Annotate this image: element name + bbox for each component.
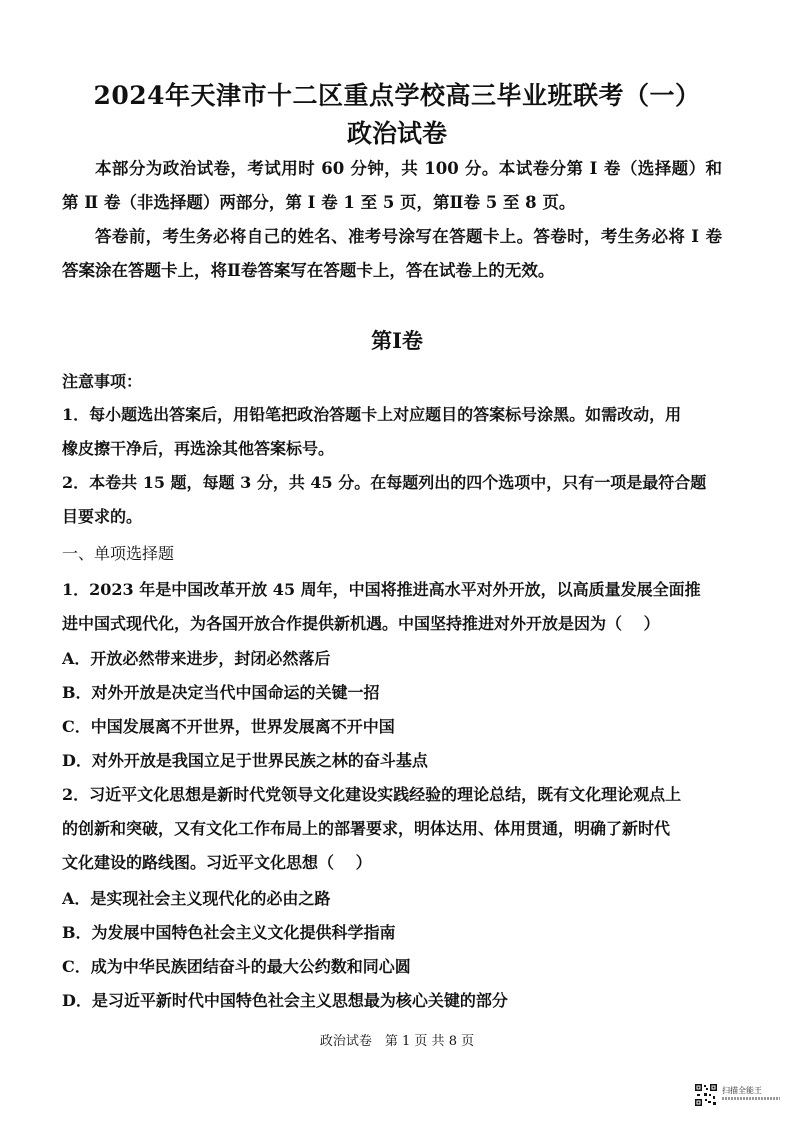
question-2-stem-line-3: 文化建设的路线图。习近平文化思想（ ） xyxy=(62,853,372,872)
exam-subtitle: 政治试卷 xyxy=(346,119,447,148)
notice-1-line-2: 橡皮擦干净后，再选涂其他答案标号。 xyxy=(62,439,335,458)
qr-code-icon xyxy=(694,1083,718,1107)
question-2-option-b: B．为发展中国特色社会主义文化提供科学指南 xyxy=(62,923,396,942)
question-1-stem-line-2: 进中国式现代化，为各国开放合作提供新机遇。中国坚持推进对外开放是因为（ ） xyxy=(62,614,660,633)
notice-2-line-1: 2．本卷共 15 题，每题 3 分，共 45 分。在每题列出的四个选项中，只有一项是最符合题 xyxy=(62,473,707,492)
intro-paragraph-1: 本部分为政治试卷，考试用时 60 分钟，共 100 分。本试卷分第 Ⅰ 卷（选择题）和第 Ⅱ 卷（非选择题）两部分，第 Ⅰ 卷 1 至 5 页，第Ⅱ卷 5 至 8 页。 xyxy=(62,159,722,212)
question-2-stem-line-2: 的创新和突破，又有文化工作布局上的部署要求，明体达用、体用贯通，明确了新时代 xyxy=(62,819,671,838)
question-1-stem-line-1: 1．2023 年是中国改革开放 45 周年，中国将推进高水平对外开放，以高质量发展全面推 xyxy=(62,580,701,599)
question-2-option-c: C．成为中华民族团结奋斗的最大公约数和同心圆 xyxy=(62,957,411,976)
question-1-option-c: C．中国发展离不开世界，世界发展离不开中国 xyxy=(62,717,395,736)
notice-2-line-2: 目要求的。 xyxy=(62,507,143,526)
scanner-watermark-subtext xyxy=(722,1097,780,1100)
exam-title: 2024年天津市十二区重点学校高三毕业班联考（一） xyxy=(93,81,701,110)
notice-heading: 注意事项： xyxy=(62,372,143,391)
question-2-option-d: D．是习近平新时代中国特色社会主义思想最为核心关键的部分 xyxy=(62,991,508,1010)
scanner-watermark-label: 扫描全能王 xyxy=(722,1086,762,1095)
question-2-option-a: A．是实现社会主义现代化的必由之路 xyxy=(62,889,331,908)
notice-1-line-1: 1．每小题选出答案后，用铅笔把政治答题卡上对应题目的答案标号涂黑。如需改动，用 xyxy=(62,405,682,424)
part-heading: 一、单项选择题 xyxy=(62,544,175,563)
scanner-watermark xyxy=(694,1083,782,1109)
question-1-option-a: A．开放必然带来进步，封闭必然落后 xyxy=(62,649,331,668)
page-footer: 政治试卷 第 1 页 共 8 页 xyxy=(319,1034,475,1049)
question-1-option-d: D．对外开放是我国立足于世界民族之林的奋斗基点 xyxy=(62,751,428,770)
question-1-option-b: B．对外开放是决定当代中国命运的关键一招 xyxy=(62,683,380,702)
question-2-stem-line-1: 2．习近平文化思想是新时代党领导文化建设实践经验的理论总结，既有文化理论观点上 xyxy=(62,785,682,804)
section-title: 第Ⅰ卷 xyxy=(371,328,423,353)
intro-paragraph-2: 答卷前，考生务必将自己的姓名、准考号涂写在答题卡上。答卷时，考生务必将 Ⅰ 卷答案涂在答题卡上，将Ⅱ卷答案写在答题卡上，答在试卷上的无效。 xyxy=(62,227,722,280)
